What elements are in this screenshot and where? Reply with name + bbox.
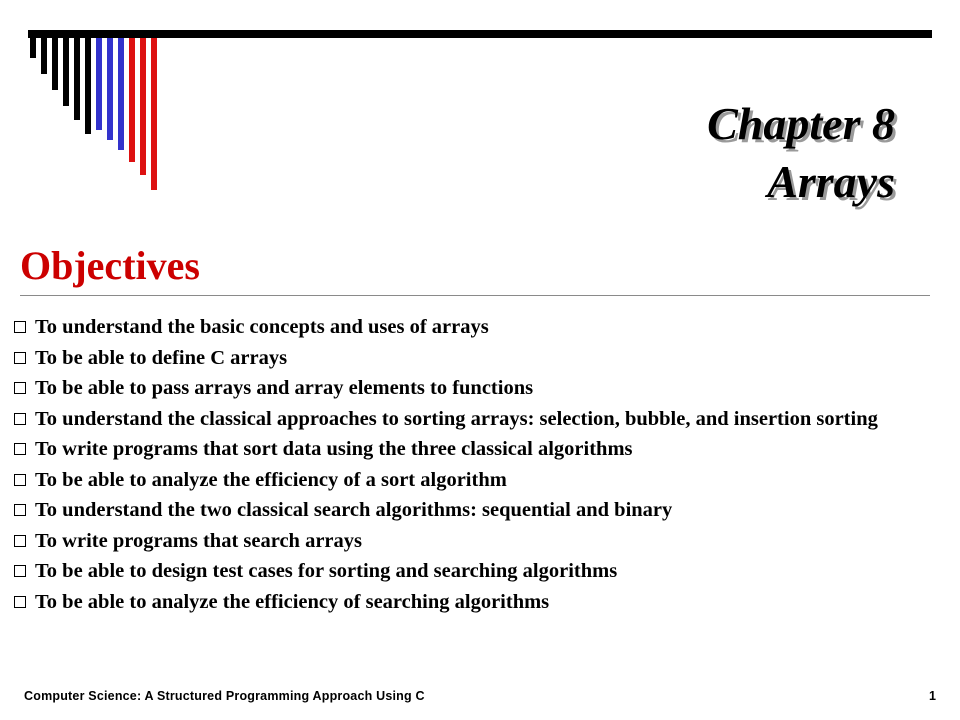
objective-text: To understand the basic concepts and uses of arrays [35,316,489,338]
decorative-bar [41,38,47,74]
checkbox-square-icon [14,321,28,335]
decorative-bar [96,38,102,130]
objectives-heading: Objectives [20,243,200,288]
objective-text: To understand the classical approaches to sorting arrays: selection, bubble, and insertion sorting [35,407,878,430]
decorative-bar [63,38,69,106]
checkbox-square-icon [14,382,28,396]
objective-item [14,465,934,496]
decorative-bar [129,38,135,162]
checkbox-square-icon [14,474,28,488]
objective-item [14,526,934,557]
decorative-bar [107,38,113,140]
objective-text: To write programs that sort data using the three classical algorithms [35,438,633,460]
heading-divider [20,295,930,296]
objective-item [14,587,934,618]
decorative-bar [52,38,58,90]
objective-text: To be able to pass arrays and array elements to functions [35,377,534,399]
objective-text: To be able to design test cases for sorting and searching algorithms [35,560,618,582]
objective-item [14,495,934,526]
chapter-subtitle: Arrays [767,156,895,207]
checkbox-square-icon [14,535,28,549]
checkbox-square-icon [14,443,28,457]
checkbox-square-icon [14,596,28,610]
checkbox-square-icon [14,565,28,579]
objective-item [14,434,934,465]
decorative-bar [118,38,124,150]
decorative-bar [74,38,80,120]
objective-text: To be able to analyze the efficiency of a sort algorithm [35,468,507,491]
decorative-bar [151,38,157,190]
objective-item [14,312,934,343]
chapter-title: Chapter 8 [707,98,895,149]
footer-course-title: Computer Science: A Structured Programming Approach Using C [24,689,425,703]
objective-text: To write programs that search arrays [35,529,363,552]
top-rule [28,30,932,38]
objective-item [14,373,934,404]
objective-item [14,556,934,587]
objectives-list [14,312,934,617]
decorative-bar [30,38,36,58]
checkbox-square-icon [14,504,28,518]
decorative-bar [85,38,91,134]
checkbox-square-icon [14,352,28,366]
slide-footer [24,687,936,705]
checkbox-square-icon [14,413,28,427]
objective-text: To be able to analyze the efficiency of searching algorithms [35,590,550,613]
objective-item [14,343,934,374]
decorative-bar [140,38,146,175]
objective-text: To be able to define C arrays [35,346,288,369]
objective-text: To understand the two classical search algorithms: sequential and binary [35,499,673,521]
objective-item [14,404,934,435]
page-number: 1 [929,689,936,703]
